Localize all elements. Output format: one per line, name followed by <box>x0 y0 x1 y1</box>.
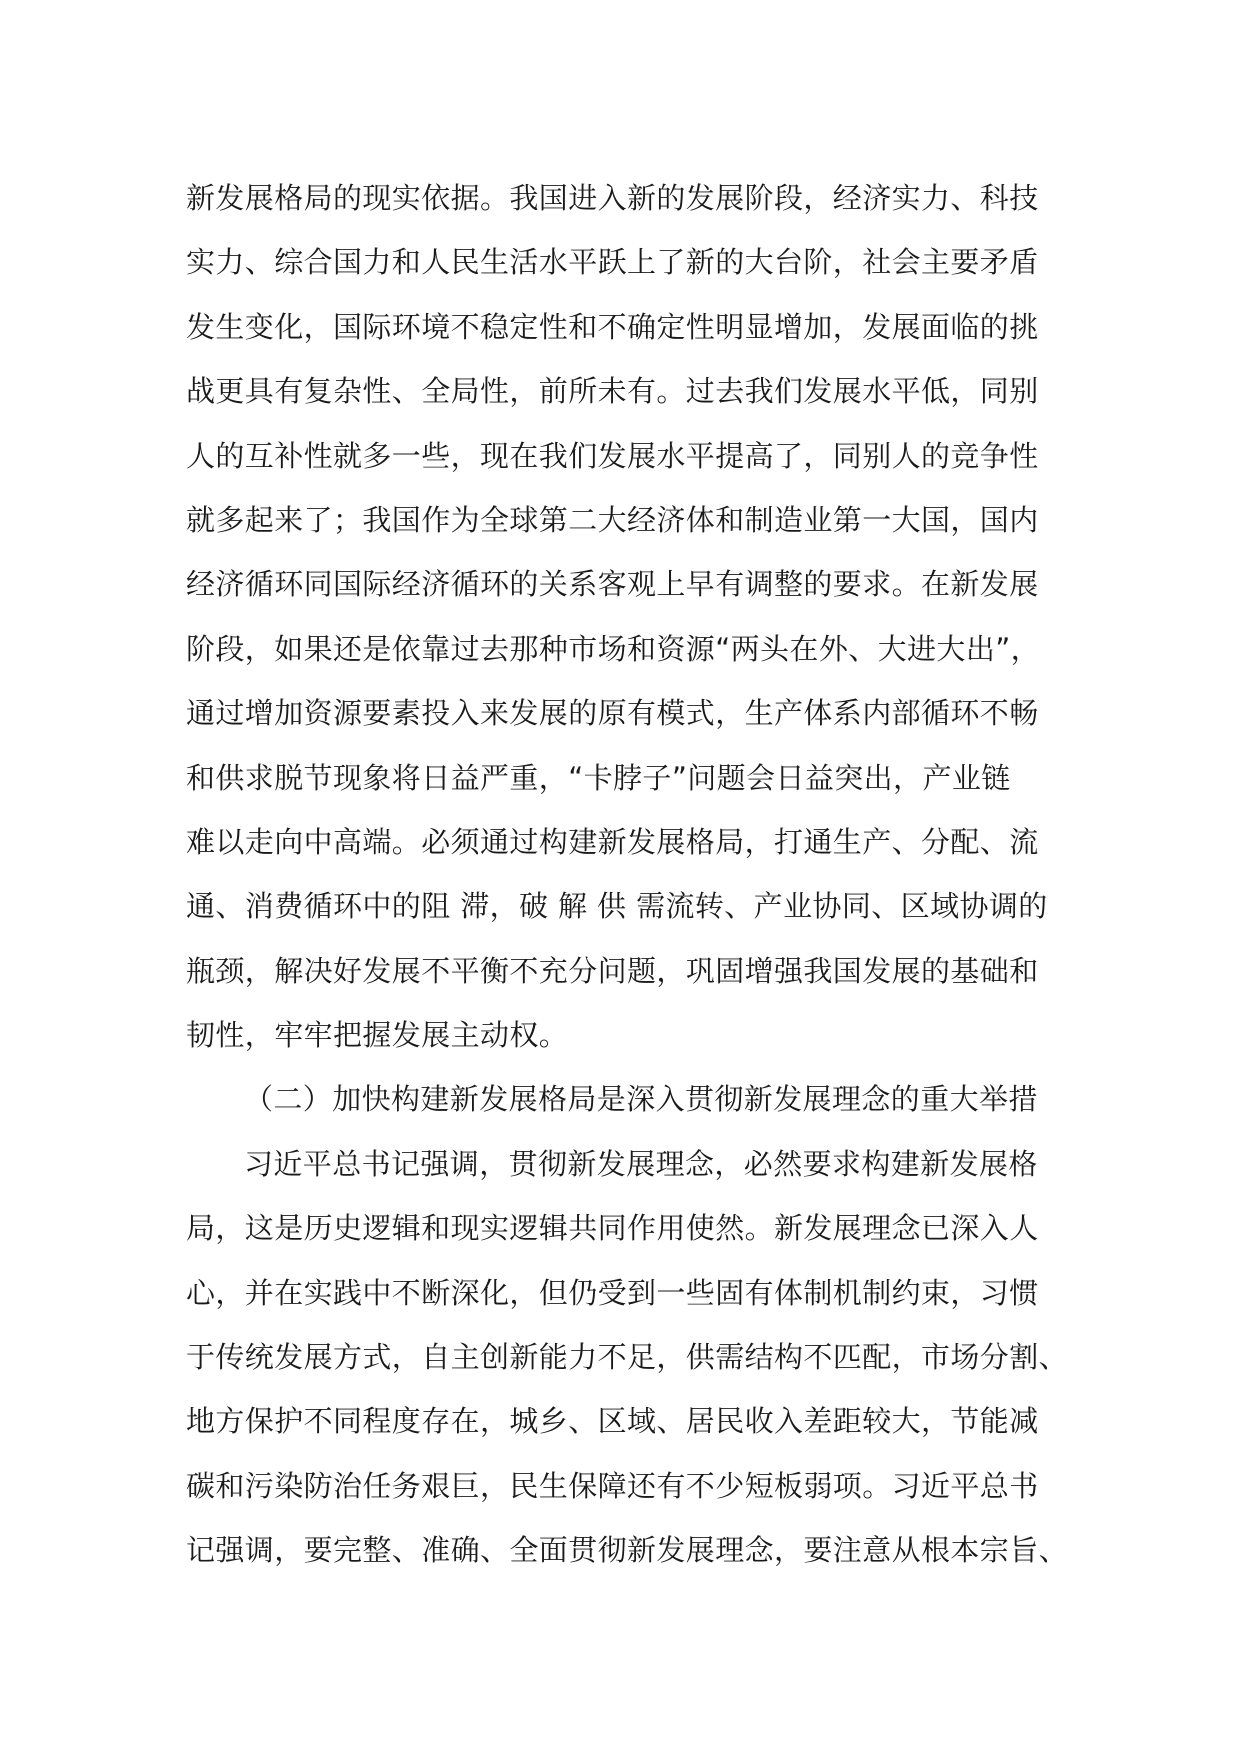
text-line: 心，并在实践中不断深化，但仍受到一些固有体制机制约束，习惯 <box>186 1275 1039 1310</box>
text-line: 通、消费循环中的阻 滞，破 解 供 需流转、产业协同、区域协调的 <box>186 889 1048 924</box>
text-line: 人的互补性就多一些，现在我们发展水平提高了，同别人的竞争性 <box>186 438 1039 473</box>
text-line: 经济循环同国际经济循环的关系客观上早有调整的要求。在新发展 <box>186 567 1039 602</box>
text-line: 记强调，要完整、准确、全面贯彻新发展理念，要注意从根本宗旨、 <box>186 1533 1069 1568</box>
text-line: 发生变化，国际环境不稳定性和不确定性明显增加，发展面临的挑 <box>186 309 1039 344</box>
text-line: 瓶颈，解决好发展不平衡不充分问题，巩固增强我国发展的基础和 <box>186 953 1039 988</box>
text-line: 新发展格局的现实依据。我国进入新的发展阶段，经济实力、科技 <box>186 181 1039 215</box>
text-line: 阶段，如果还是依靠过去那种市场和资源“两头在外、大进大出”， <box>186 631 1041 666</box>
text-line: 通过增加资源要素投入来发展的原有模式，生产体系内部循环不畅 <box>186 696 1039 731</box>
text-line: 习近平总书记强调，贯彻新发展理念，必然要求构建新发展格 <box>244 1146 1038 1181</box>
text-line: 实力、综合国力和人民生活水平跃上了新的大台阶，社会主要矛盾 <box>186 245 1039 280</box>
text-line: 于传统发展方式，自主创新能力不足，供需结构不匹配，市场分割、 <box>186 1340 1069 1375</box>
text-line: 碳和污染防治任务艰巨，民生保障还有不少短板弱项。习近平总书 <box>186 1468 1039 1503</box>
text-line: 局，这是历史逻辑和现实逻辑共同作用使然。新发展理念已深入人 <box>186 1211 1039 1246</box>
text-line: 和供求脱节现象将日益严重，“卡脖子”问题会日益突出，产业链 <box>186 760 1011 795</box>
text-line: 地方保护不同程度存在，城乡、区域、居民收入差距较大，节能减 <box>186 1404 1039 1439</box>
text-line: 韧性，牢牢把握发展主动权。 <box>186 1018 569 1053</box>
section-heading: （二）加快构建新发展格局是深入贯彻新发展理念的重大举措 <box>244 1082 1038 1117</box>
text-line: 难以走向中高端。必须通过构建新发展格局，打通生产、分配、流 <box>186 824 1039 859</box>
text-line: 战更具有复杂性、全局性，前所未有。过去我们发展水平低，同别 <box>186 374 1039 409</box>
text-line: 就多起来了；我国作为全球第二大经济体和制造业第一大国，国内 <box>186 502 1039 537</box>
body-text <box>186 166 1076 1583</box>
